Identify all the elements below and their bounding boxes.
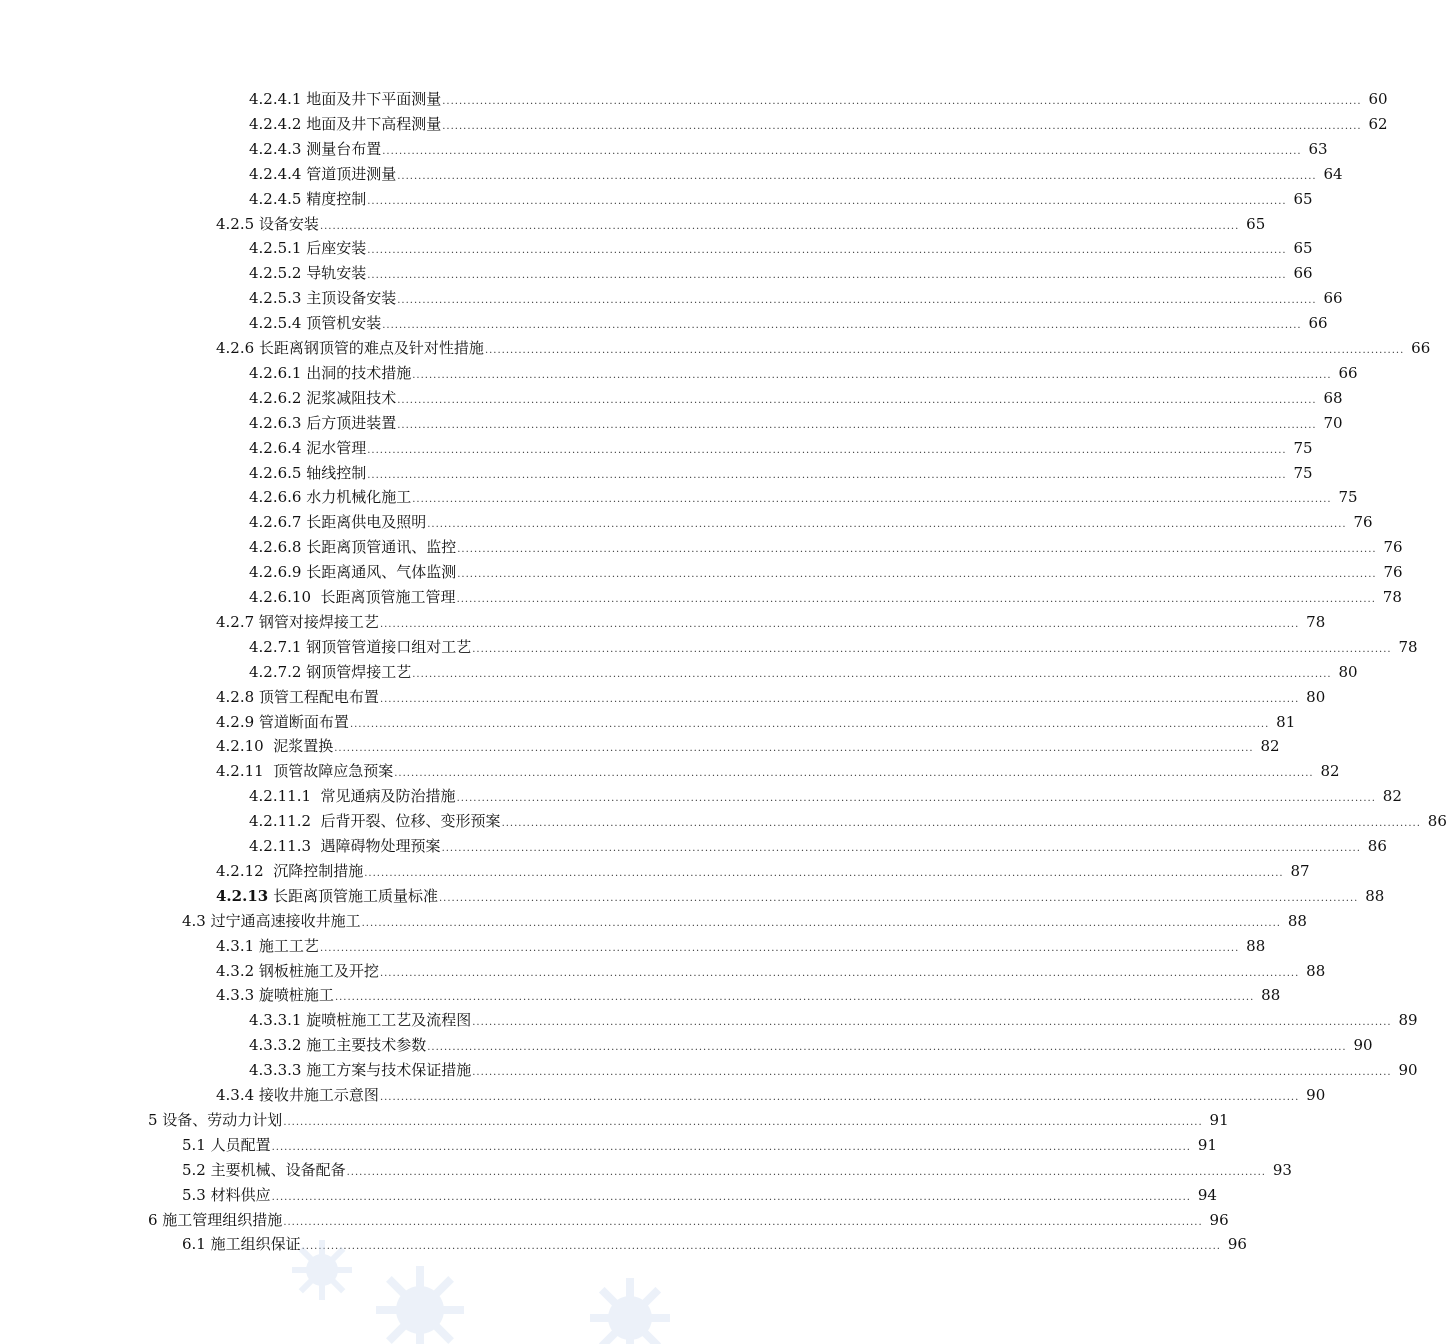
toc-entry-title: 4.3.3 旋喷桩施工 (216, 986, 334, 1005)
toc-page-number: 60 (1368, 90, 1388, 108)
toc-page-number: 82 (1382, 787, 1402, 806)
toc-entry[interactable] (249, 834, 1387, 858)
toc-page-number: 81 (1276, 712, 1296, 731)
toc-entry-title: 4.2.4.2 地面及井下高程测量 (249, 114, 442, 133)
toc-entry[interactable] (216, 734, 1280, 758)
toc-entry-title: 5.3 材料供应 (182, 1185, 271, 1204)
toc-entry-title: 4.2.11 顶管故障应急预案 (216, 762, 394, 781)
toc-page-number: 91 (1197, 1135, 1217, 1154)
dot-leader: ............................................................................................................................................................................................................................ (367, 195, 1287, 207)
toc-entry-title: 5 设备、劳动力计划 (148, 1110, 283, 1129)
toc-page-number: 88 (1306, 961, 1326, 980)
dot-leader: ............................................................................................................................................................................................................................ (319, 220, 1240, 232)
dot-leader: ............................................................................................................................................................................................................................ (472, 1017, 1392, 1029)
dot-leader: ............................................................................................................................................................................................................................ (382, 320, 1302, 332)
toc-page-number: 82 (1320, 762, 1340, 781)
toc-page-number: 66 (1338, 363, 1358, 382)
dot-leader: ............................................................................................................................................................................................................................ (427, 1042, 1347, 1054)
toc-entry-title: 4.2.6.4 泥水管理 (249, 438, 367, 457)
dot-leader: ............................................................................................................................................................................................................................ (379, 1092, 1300, 1103)
toc-entry-title: 4.2.4.3 测量台布置 (249, 139, 382, 158)
toc-entry[interactable] (249, 236, 1313, 260)
toc-entry[interactable] (249, 560, 1403, 584)
dot-leader: ............................................................................................................................................................................................................................ (412, 369, 1332, 381)
dot-leader: ............................................................................................................................................................................................................................ (367, 245, 1287, 257)
toc-entry[interactable] (249, 261, 1313, 285)
toc-entry[interactable] (148, 1208, 1229, 1232)
dot-leader: ............................................................................................................................................................................................................................ (397, 419, 1317, 431)
toc-page-number: 88 (1261, 986, 1281, 1005)
toc-entry-title: 4.2.5.3 主顶设备安装 (249, 289, 397, 308)
dot-leader: ............................................................................................................................................................................................................................ (427, 519, 1347, 531)
toc-entry-title: 4.2.7.2 钢顶管焊接工艺 (249, 662, 412, 681)
toc-page-number: 90 (1306, 1086, 1326, 1104)
watermark (0, 1240, 950, 1344)
toc-entry[interactable] (182, 1133, 1217, 1157)
toc-page-number: 76 (1383, 563, 1403, 582)
toc-page-number: 88 (1246, 936, 1266, 955)
dot-leader: ............................................................................................................................................................................................................................ (442, 120, 1362, 132)
toc-entry-title: 4.2.6.6 水力机械化施工 (249, 488, 412, 507)
toc-page-number: 64 (1323, 164, 1343, 183)
toc-page-number: 93 (1272, 1160, 1292, 1179)
toc-page-number: 75 (1338, 488, 1358, 507)
dot-leader: ............................................................................................................................................................................................................................ (361, 917, 1281, 929)
toc-entry-title: 5.1 人员配置 (182, 1135, 271, 1154)
toc-entry[interactable] (216, 336, 1431, 360)
toc-entry[interactable] (216, 983, 1281, 1007)
dot-leader: ............................................................................................................................................................................................................................ (334, 743, 1254, 755)
toc-entry[interactable] (216, 859, 1310, 883)
toc-entry-title: 4.2.8 顶管工程配电布置 (216, 687, 379, 706)
toc-entry[interactable] (216, 884, 1385, 908)
toc-entry-title: 4.2.6.9 长距离通风、气体监测 (249, 563, 457, 582)
toc-page-number: 80 (1306, 687, 1326, 706)
toc-entry[interactable] (249, 535, 1403, 559)
toc-entry[interactable] (216, 759, 1340, 783)
toc-page-number: 90 (1353, 1036, 1373, 1055)
toc-page-number: 82 (1260, 737, 1280, 756)
toc-entry-title: 4.2.11.1 常见通病及防治措施 (249, 787, 456, 806)
dot-leader: ............................................................................................................................................................................................................................ (379, 967, 1300, 979)
toc-entry[interactable] (216, 610, 1326, 634)
dot-leader: ............................................................................................................................................................................................................................ (283, 1216, 1203, 1228)
toc-page-number: 80 (1338, 662, 1358, 681)
dot-leader: ............................................................................................................................................................................................................................ (271, 1141, 1191, 1153)
dot-leader: ............................................................................................................................................................................................................................ (484, 345, 1405, 356)
toc-entry-title: 4.3.4 接收井施工示意图 (216, 1086, 379, 1104)
toc-page-number: 68 (1323, 388, 1343, 407)
toc-entry-title: 4.3.1 施工工艺 (216, 936, 319, 955)
toc-entry[interactable] (249, 87, 1388, 111)
toc-page-number: 70 (1323, 413, 1343, 432)
toc-entry[interactable] (249, 112, 1388, 136)
dot-leader: ............................................................................................................................................................................................................................ (456, 793, 1376, 805)
dot-leader: ............................................................................................................................................................................................................................ (412, 668, 1332, 680)
toc-entry[interactable] (249, 510, 1373, 534)
toc-entry-title: 4.2.6.3 后方顶进装置 (249, 413, 397, 432)
toc-page-number: 86 (1367, 837, 1387, 855)
toc-page-number: 78 (1306, 612, 1326, 631)
toc-entry[interactable] (249, 809, 1447, 833)
dot-leader: ............................................................................................................................................................................................................................ (412, 494, 1332, 506)
toc-entry-title: 4.3.3.2 施工主要技术参数 (249, 1036, 427, 1055)
toc-entry-title: 4.2.6.2 泥浆减阻技术 (249, 388, 397, 407)
toc-entry-title-rest: 长距离顶管施工质量标准 (268, 886, 438, 905)
toc-entry-title: 4.2.4.5 精度控制 (249, 189, 367, 208)
toc-page-number: 91 (1209, 1110, 1229, 1129)
toc-entry[interactable] (216, 1083, 1326, 1107)
dot-leader: ............................................................................................................................................................................................................................ (319, 942, 1240, 954)
toc-entry-title: 4.2.11.3 遇障碍物处理预案 (249, 837, 441, 855)
toc-entry[interactable] (249, 635, 1418, 659)
dot-leader: ............................................................................................................................................................................................................................ (349, 718, 1270, 730)
toc-entry[interactable] (249, 461, 1313, 485)
toc-entry[interactable] (216, 710, 1296, 734)
toc-entry[interactable] (249, 485, 1358, 509)
toc-entry-title: 4.3.2 钢板桩施工及开挖 (216, 961, 379, 980)
toc-entry-title: 4.2.9 管道断面布置 (216, 712, 349, 731)
toc-entry-title: 6.1 施工组织保证 (182, 1235, 301, 1254)
toc-entry[interactable] (249, 585, 1402, 609)
dot-leader: ............................................................................................................................................................................................................................ (472, 643, 1392, 655)
toc-page-number: 78 (1382, 588, 1402, 606)
toc-entry-title: 4.2.6.8 长距离顶管通讯、监控 (249, 538, 457, 557)
toc-page-number: 87 (1290, 861, 1310, 880)
toc-entry-title (216, 884, 438, 908)
dot-leader: ............................................................................................................................................................................................................................ (367, 270, 1287, 282)
dot-leader: ............................................................................................................................................................................................................................ (397, 295, 1317, 307)
toc-page-number: 65 (1293, 189, 1313, 208)
toc-entry-title: 4.3.3.1 旋喷桩施工工艺及流程图 (249, 1011, 472, 1030)
snowflake-watermark-icon (0, 1240, 950, 1344)
dot-leader: ............................................................................................................................................................................................................................ (397, 170, 1317, 182)
toc-entry-title: 4.2.6.5 轴线控制 (249, 463, 367, 482)
toc-entry-title: 4.3 过宁通高速接收井施工 (182, 911, 361, 930)
dot-leader: ............................................................................................................................................................................................................................ (301, 1241, 1221, 1253)
toc-entry-title: 4.3.3.3 施工方案与技术保证措施 (249, 1061, 472, 1080)
toc-entry[interactable] (249, 386, 1343, 410)
toc-entry-title: 6 施工管理组织措施 (148, 1210, 283, 1229)
toc-entry-title: 4.2.7.1 钢顶管管道接口组对工艺 (249, 637, 472, 656)
toc-entry[interactable] (216, 685, 1326, 709)
toc-entry[interactable] (249, 660, 1358, 684)
toc-page-number: 66 (1411, 339, 1431, 357)
toc-entry-title: 4.2.7 钢管对接焊接工艺 (216, 612, 379, 631)
toc-entry[interactable] (182, 1158, 1292, 1182)
dot-leader: ............................................................................................................................................................................................................................ (457, 544, 1377, 556)
toc-entry-title: 4.2.5.2 导轨安装 (249, 264, 367, 283)
toc-entry-title: 4.2.5 设备安装 (216, 214, 319, 233)
toc-page-number: 94 (1197, 1185, 1217, 1204)
toc-entry[interactable] (249, 162, 1343, 186)
toc-page-number: 62 (1368, 114, 1388, 133)
toc-entry[interactable] (216, 959, 1326, 983)
dot-leader: ............................................................................................................................................................................................................................ (346, 1166, 1266, 1178)
toc-entry[interactable] (249, 436, 1313, 460)
toc-entry-title: 4.2.12 沉降控制措施 (216, 861, 364, 880)
dot-leader: ............................................................................................................................................................................................................................ (382, 145, 1302, 157)
toc-page-number: 65 (1246, 214, 1266, 233)
dot-leader: ............................................................................................................................................................................................................................ (438, 892, 1359, 904)
dot-leader: ............................................................................................................................................................................................................................ (472, 1067, 1392, 1079)
toc-page-number: 75 (1293, 438, 1313, 457)
toc-entry-title: 4.2.11.2 后背开裂、位移、变形预案 (249, 812, 501, 831)
toc-entry[interactable] (249, 1008, 1418, 1032)
toc-entry[interactable] (249, 361, 1358, 385)
toc-page-number: 66 (1323, 289, 1343, 308)
toc-page-number: 76 (1383, 538, 1403, 557)
toc-entry[interactable] (182, 909, 1307, 933)
toc-page-number: 96 (1227, 1235, 1247, 1254)
toc-page-number: 66 (1308, 314, 1328, 333)
dot-leader: ............................................................................................................................................................................................................................ (367, 444, 1287, 456)
dot-leader: ............................................................................................................................................................................................................................ (367, 469, 1287, 481)
toc-page-number: 78 (1398, 637, 1418, 656)
toc-page-number: 63 (1308, 139, 1328, 158)
toc-entry-title: 4.2.5.4 顶管机安装 (249, 314, 382, 333)
toc-entry[interactable] (249, 187, 1313, 211)
toc-entry[interactable] (249, 311, 1328, 335)
dot-leader: ............................................................................................................................................................................................................................ (501, 818, 1421, 830)
toc-page-number: 88 (1365, 886, 1385, 905)
toc-entry-title: 4.2.4.1 地面及井下平面测量 (249, 90, 442, 108)
toc-page-number: 76 (1353, 513, 1373, 532)
dot-leader: ............................................................................................................................................................................................................................ (364, 867, 1284, 879)
toc-entry-title: 4.2.6.7 长距离供电及照明 (249, 513, 427, 532)
toc-entry[interactable] (249, 137, 1328, 161)
toc-page-number: 90 (1398, 1061, 1418, 1080)
toc-entry-number: 4.2.13 (216, 886, 269, 905)
toc-entry-title: 4.2.10 泥浆置换 (216, 737, 334, 756)
toc-entry[interactable] (249, 784, 1402, 808)
toc-entry-title: 5.2 主要机械、设备配备 (182, 1160, 346, 1179)
dot-leader: ............................................................................................................................................................................................................................ (394, 768, 1314, 780)
dot-leader: ............................................................................................................................................................................................................................ (397, 394, 1317, 406)
dot-leader: ............................................................................................................................................................................................................................ (283, 1116, 1203, 1128)
toc-page-number: 66 (1293, 264, 1313, 283)
toc-entry-title: 4.2.6.10 长距离顶管施工管理 (249, 588, 456, 606)
dot-leader: ............................................................................................................................................................................................................................ (456, 594, 1376, 605)
toc-entry[interactable] (216, 934, 1266, 958)
toc-entry[interactable] (249, 286, 1343, 310)
toc-page-number: 75 (1293, 463, 1313, 482)
dot-leader: ............................................................................................................................................................................................................................ (379, 693, 1300, 705)
dot-leader: ............................................................................................................................................................................................................................ (271, 1191, 1191, 1203)
toc-page-number: 88 (1287, 911, 1307, 930)
toc-entry-title: 4.2.4.4 管道顶进测量 (249, 164, 397, 183)
toc-page-number: 65 (1293, 239, 1313, 258)
toc-entry[interactable] (216, 212, 1266, 236)
toc-entry-title: 4.2.6 长距离钢顶管的难点及针对性措施 (216, 339, 484, 357)
toc-entry-title: 4.2.6.1 出洞的技术措施 (249, 363, 412, 382)
dot-leader: ............................................................................................................................................................................................................................ (457, 569, 1377, 581)
toc-entry[interactable] (249, 1033, 1373, 1057)
dot-leader: ............................................................................................................................................................................................................................ (441, 843, 1361, 854)
toc-page-number: 89 (1398, 1011, 1418, 1030)
dot-leader: ............................................................................................................................................................................................................................ (442, 96, 1362, 107)
toc-page-number: 86 (1427, 812, 1447, 831)
toc-entry[interactable] (148, 1108, 1229, 1132)
toc-entry-title: 4.2.5.1 后座安装 (249, 239, 367, 258)
dot-leader: ............................................................................................................................................................................................................................ (379, 618, 1300, 630)
dot-leader: ............................................................................................................................................................................................................................ (334, 992, 1255, 1004)
toc-entry[interactable] (182, 1183, 1217, 1207)
toc-entry[interactable] (249, 1058, 1418, 1082)
toc-page-number: 96 (1209, 1210, 1229, 1229)
toc-entry[interactable] (249, 411, 1343, 435)
